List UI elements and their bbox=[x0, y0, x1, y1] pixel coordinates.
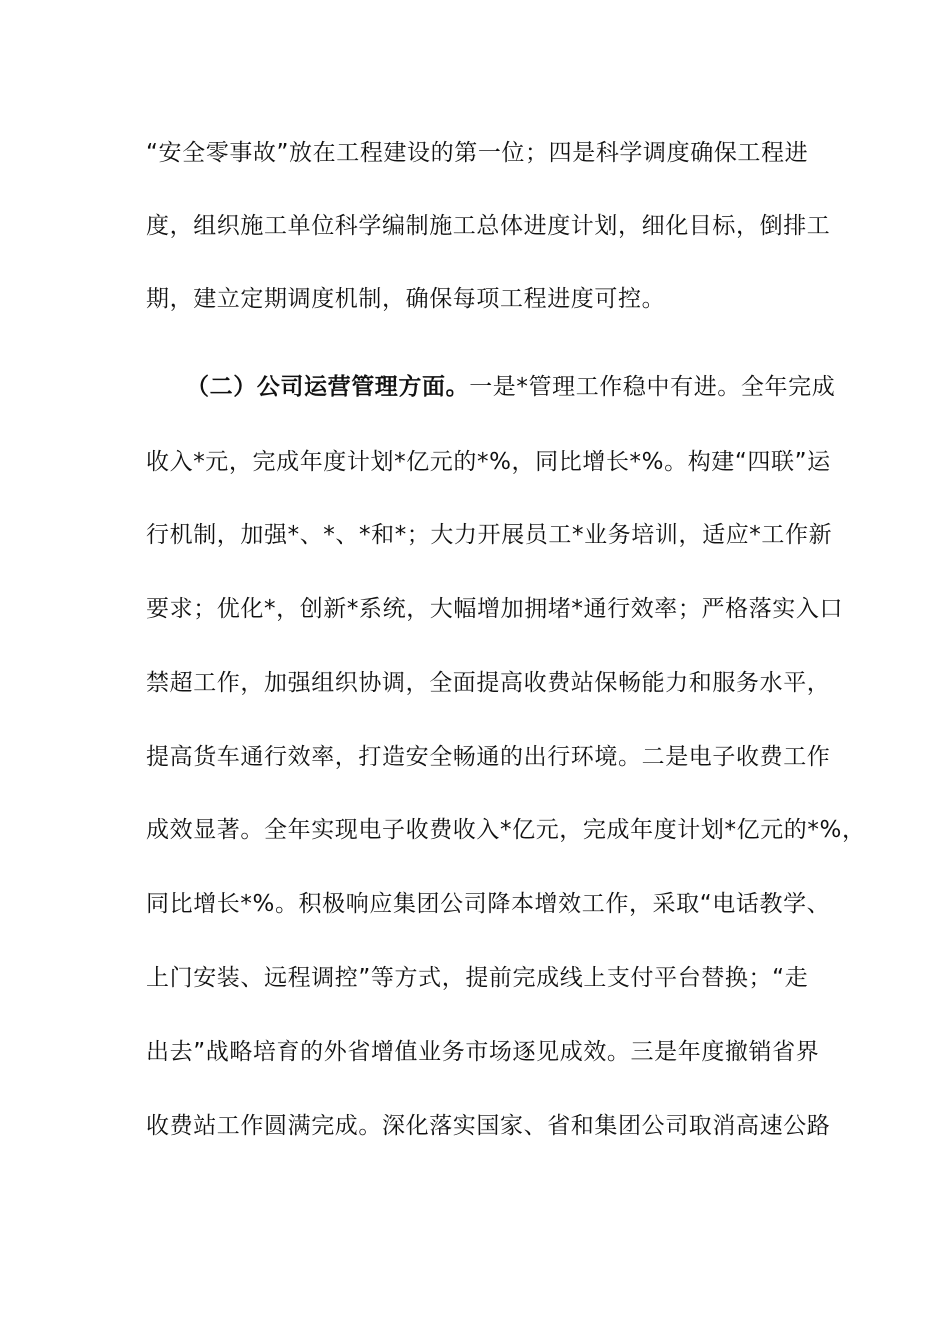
paragraph-line: 提高货车通行效率，打造安全畅通的出行环境。二是电子收费工作 bbox=[146, 744, 831, 770]
paragraph-first-line bbox=[186, 372, 835, 402]
paragraph-line: 成效显著。全年实现电子收费收入*亿元，完成年度计划*亿元的*%， bbox=[146, 817, 866, 843]
paragraph-line: 行机制，加强*、*、*和*；大力开展员工*业务培训，适应*工作新 bbox=[146, 522, 833, 548]
paragraph-line: “安全零事故”放在工程建设的第一位；四是科学调度确保工程进 bbox=[146, 140, 809, 166]
paragraph-line: 期，建立定期调度机制，确保每项工程进度可控。 bbox=[146, 286, 666, 312]
paragraph-line: 禁超工作，加强组织协调，全面提高收费站保畅能力和服务水平， bbox=[146, 670, 831, 696]
paragraph-line: 同比增长*%。积极响应集团公司降本增效工作，采取“电话教学、 bbox=[146, 891, 831, 917]
paragraph-line: 要求；优化*，创新*系统，大幅增加拥堵*通行效率；严格落实入口 bbox=[146, 596, 844, 622]
paragraph-line: 收入*元，完成年度计划*亿元的*%，同比增长*%。构建“四联”运 bbox=[146, 449, 831, 475]
section-heading: （二）公司运营管理方面。 bbox=[186, 374, 470, 400]
paragraph-line: 上门安装、远程调控”等方式，提前完成线上支付平台替换；“走 bbox=[146, 965, 809, 991]
paragraph-line: 出去”战略培育的外省增值业务市场逐见成效。三是年度撤销省界 bbox=[146, 1039, 820, 1065]
paragraph-line: 度，组织施工单位科学编制施工总体进度计划，细化目标，倒排工 bbox=[146, 213, 831, 239]
paragraph-line: 收费站工作圆满完成。深化落实国家、省和集团公司取消高速公路 bbox=[146, 1113, 831, 1139]
paragraph-line-text: 一是*管理工作稳中有进。全年完成 bbox=[469, 374, 836, 400]
